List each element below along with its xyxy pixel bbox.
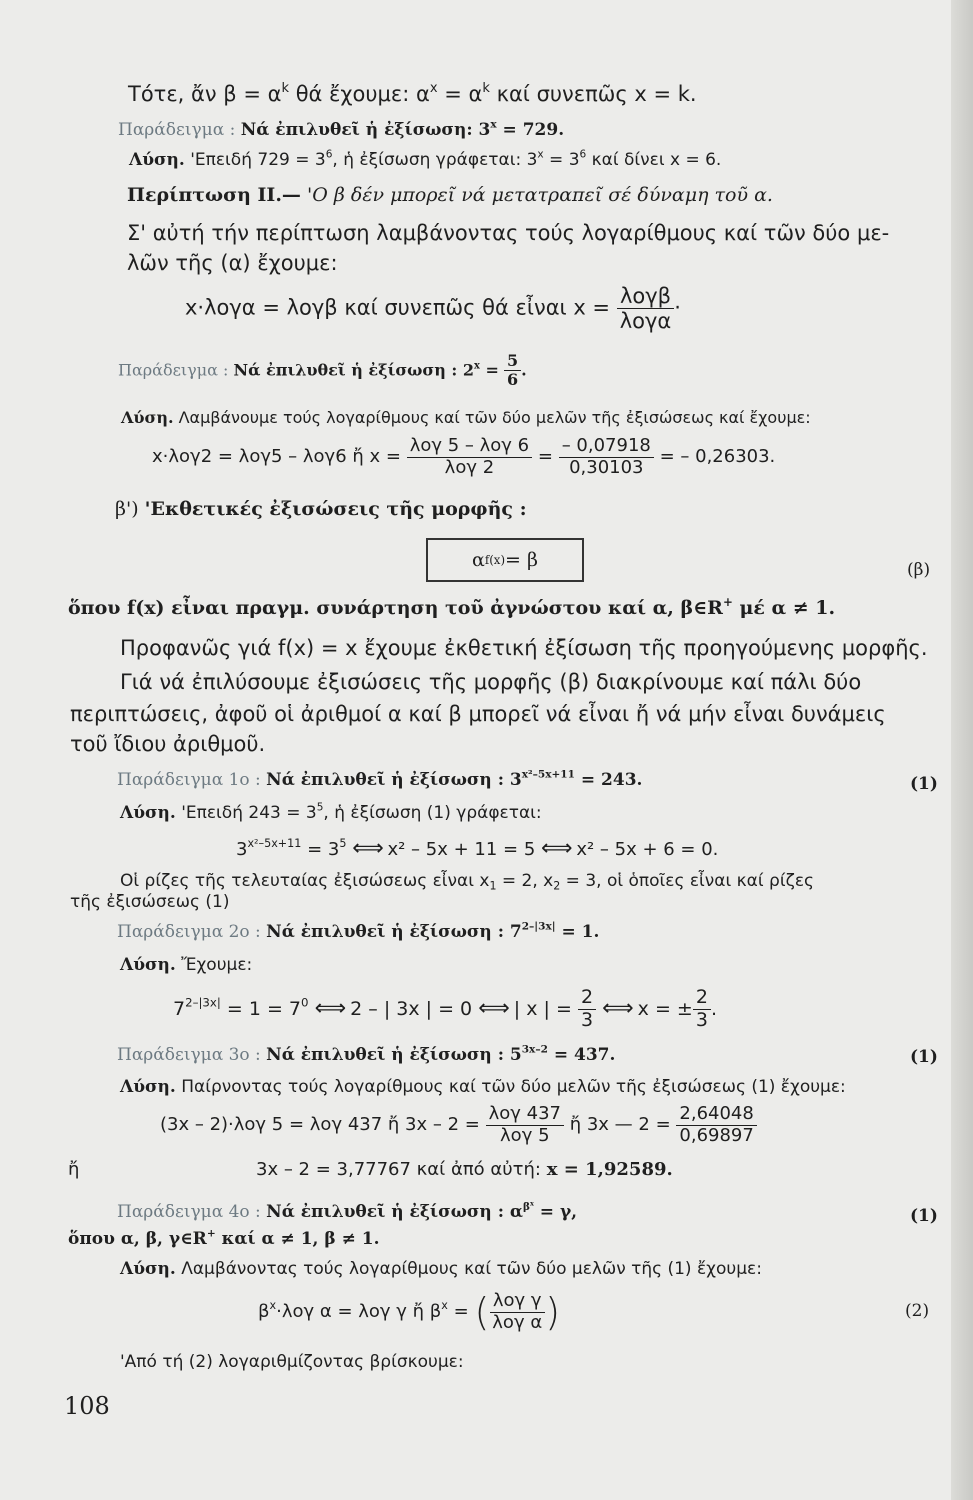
text: Νά ἐπιλυθεῖ ἡ ἐξίσωση : 5 (266, 1045, 522, 1065)
text: x·λογα = λογβ καί συνεπῶς θά εἶναι x = (185, 295, 611, 320)
paragraph-line (70, 732, 265, 756)
text: ἤ (68, 1159, 80, 1180)
equation (236, 836, 718, 861)
equivalence-arrow-icon: ⟺ (352, 836, 382, 861)
text: (3x – 2)·λογ 5 = λογ 437 ἤ 3x – 2 = (160, 1114, 480, 1136)
text: = (447, 1301, 469, 1322)
example-heading (117, 922, 599, 942)
definition-line (68, 1229, 380, 1249)
example-heading (117, 770, 642, 790)
result: x = 1,92589. (546, 1159, 673, 1180)
text: = β (505, 549, 538, 571)
text: = 3 (543, 150, 580, 170)
text: Νά ἐπιλυθεῖ ἡ ἐξίσωση : α (266, 1202, 523, 1222)
paragraph-line (120, 670, 861, 694)
text: · (674, 295, 681, 320)
paragraph-line (70, 702, 886, 726)
equation (256, 1159, 673, 1180)
sup: x²–5x+11 (521, 768, 575, 781)
sup: 5 (316, 801, 324, 814)
solution-line (120, 955, 252, 975)
text: 108 (64, 1392, 110, 1420)
sup: 6 (579, 148, 587, 161)
text: = 1 = 7 (220, 997, 302, 1020)
text: 'Επειδή 729 = 3 (190, 150, 326, 170)
numerator: λογ 437 (486, 1104, 564, 1126)
text: περιπτώσεις, ἀφοῦ οἱ ἀριθμοί α καί β μπορεῖ νά εἶναι ἤ νά μήν εἶναι δυνάμεις (70, 702, 886, 726)
text: x² – 5x + 11 = 5 (387, 839, 536, 860)
sup: x (537, 148, 544, 161)
case-heading (127, 184, 773, 206)
text: ὅπου α, β, γ∈R (68, 1229, 207, 1249)
example-label: Παράδειγμα : (118, 120, 236, 140)
denominator: λογ α (492, 1311, 543, 1333)
text: (β) (907, 560, 931, 580)
example-label: Παράδειγμα 1ο : (117, 770, 261, 790)
denominator: 0,69897 (679, 1124, 754, 1146)
paragraph-line (70, 892, 229, 912)
sub: 1 (489, 879, 497, 893)
text: α (472, 549, 485, 571)
section-heading (115, 498, 527, 520)
denominator: 6 (507, 370, 519, 390)
sup: k (281, 80, 290, 96)
example-heading (117, 1199, 578, 1222)
text: Λαμβάνοντας τούς λογαρίθμους καί τῶν δύο μελῶν τῆς (1) ἔχουμε: (181, 1259, 762, 1279)
example-heading (117, 1045, 615, 1065)
equation-tag (910, 1047, 938, 1067)
numerator: λογβ (617, 284, 674, 309)
solution-line (120, 1077, 846, 1097)
equation (185, 284, 681, 333)
text: (1) (910, 1206, 938, 1226)
case-label: Περίπτωση ΙΙ.— (127, 184, 301, 206)
sup: 6 (325, 148, 333, 161)
left-paren: ( (474, 1290, 490, 1334)
fraction (407, 436, 532, 478)
fraction (693, 987, 711, 1032)
text: , ἡ ἐξίσωση (1) γράφεται: (323, 803, 542, 823)
text: Νά ἐπιλυθεῖ ἡ ἐξίσωση : 3 (266, 770, 522, 790)
paragraph-line (120, 1352, 464, 1372)
solution-label: Λύση. (120, 803, 176, 823)
text: Λαμβάνουμε τούς λογαρίθμους καί τῶν δύο μελῶν τῆς ἐξισώσεως καί ἔχουμε: (178, 408, 811, 427)
text: (1) (910, 774, 938, 794)
sup: x (429, 80, 438, 96)
equation (152, 436, 775, 478)
text: = 2, x (496, 871, 554, 891)
equation (173, 987, 717, 1032)
text: Οἱ ρίζες τῆς τελευταίας ἐξισώσεως εἶναι x (120, 871, 490, 891)
text: Τότε, ἄν β = α (128, 82, 282, 106)
numerator: – 0,07918 (559, 436, 654, 458)
example-label: Παράδειγμα 3ο : (117, 1045, 261, 1065)
text: Προφανῶς γιά f(x) = x ἔχουμε ἐκθετική ἐξίσωση τῆς προηγούμενης μορφῆς. (120, 636, 928, 660)
denominator: 3 (695, 1008, 708, 1031)
solution-line (121, 408, 811, 427)
equivalence-arrow-icon: ⟺ (478, 995, 508, 1021)
equivalence-arrow-icon: ⟺ (602, 995, 632, 1021)
text: 2 – | 3x | = 0 (350, 997, 473, 1020)
text: Παίρνοντας τούς λογαρίθμους καί τῶν δύο μελῶν τῆς ἐξισώσεως (1) ἔχουμε: (181, 1077, 846, 1097)
sup: x²–5x+11 (247, 837, 302, 851)
text: καί συνεπῶς x = k. (489, 82, 697, 106)
text: λῶν τῆς (α) ἔχουμε: (127, 251, 338, 275)
text: 3x – 2 = 3,77767 καί ἀπό αὐτή: (256, 1159, 541, 1180)
text: Νά ἐπιλυθεῖ ἡ ἐξίσωση: 3 (240, 120, 491, 140)
text: Γιά νά ἐπιλύσουμε ἐξισώσεις τῆς μορφῆς (β) διακρίνουμε καί πάλι δύο (120, 670, 862, 694)
text: = 729. (496, 120, 565, 140)
text: = (537, 446, 553, 468)
equivalence-arrow-icon: ⟺ (314, 995, 345, 1021)
equivalence-arrow-icon: ⟺ (541, 836, 571, 861)
right-paren: ) (545, 1290, 561, 1334)
text: ὅπου f(x) εἶναι πραγμ. συνάρτηση τοῦ ἀγνώστου καί α, β∈R (68, 597, 723, 619)
text: = 243. (574, 770, 643, 790)
solution-label: Λύση. (120, 1259, 176, 1279)
text: x² – 5x + 6 = 0. (576, 839, 719, 860)
paragraph-line (120, 636, 928, 660)
sub: 2 (553, 879, 561, 893)
text: (1) (910, 1047, 938, 1067)
denominator: λογ 5 (500, 1124, 550, 1146)
solution-line (120, 1259, 762, 1279)
text: ἤ 3x — 2 = (569, 1114, 671, 1136)
fraction (504, 352, 521, 390)
text: καί δίνει x = 6. (586, 150, 722, 170)
text: x = ± (637, 997, 693, 1020)
sup: x (490, 118, 497, 131)
text: Σ' αὐτή τήν περίπτωση λαμβάνοντας τούς λογαρίθμους καί τῶν δύο με- (127, 221, 890, 245)
text: , ἡ ἐξίσωση γράφεται: 3 (332, 150, 538, 170)
text: . (710, 997, 717, 1020)
fraction (489, 1291, 545, 1333)
solution-line (129, 150, 721, 170)
sup: 5 (339, 837, 347, 851)
text: = 3, οἱ ὁποῖες εἶναι καί ρίζες (560, 871, 814, 891)
example-heading (118, 120, 564, 140)
text: μέ α ≠ 1. (732, 597, 836, 619)
solution-label: Λύση. (120, 955, 176, 975)
numerator: 5 (504, 352, 521, 371)
text: τῆς ἐξισώσεως (1) (70, 892, 230, 912)
text: τοῦ ἴδιου ἀριθμοῦ. (70, 732, 266, 756)
denominator: λογ 2 (444, 456, 495, 478)
equation-tag (907, 560, 930, 580)
fraction (676, 1104, 756, 1146)
fraction (578, 987, 596, 1032)
text: = 1. (555, 922, 600, 942)
denominator: 3 (580, 1008, 594, 1031)
section-label: β') (115, 498, 139, 520)
text: = 437. (547, 1045, 616, 1065)
numerator: λογ γ (490, 1291, 545, 1313)
case-text: 'Ο β δέν μπορεῖ νά μετατραπεῖ σέ δύναμη τοῦ α. (306, 184, 773, 206)
sup: k (482, 80, 490, 96)
sup: 0 (301, 995, 309, 1010)
equation (160, 1104, 757, 1146)
equation-tag (910, 1206, 938, 1226)
equation-tag (905, 1301, 929, 1321)
text: 7 (173, 997, 186, 1020)
intro-line (128, 82, 697, 106)
text: καί α ≠ 1, β ≠ 1. (215, 1229, 380, 1249)
text: Νά ἐπιλυθεῖ ἡ ἐξίσωση : 7 (266, 922, 522, 942)
fraction (617, 284, 675, 333)
text: = α (437, 82, 483, 106)
text: 'Από τή (2) λογαριθμίζοντας βρίσκουμε: (120, 1352, 464, 1372)
text: = γ, (533, 1202, 578, 1222)
sup: x (474, 360, 480, 372)
denominator: λογα (619, 309, 672, 334)
text: ·λογ α = λογ γ ἤ β (276, 1301, 442, 1322)
example-heading (118, 352, 527, 390)
page-edge (951, 0, 973, 1500)
sup: + (722, 594, 733, 609)
fraction (559, 436, 654, 478)
sup: x (529, 1199, 534, 1208)
paragraph-line (127, 251, 338, 275)
text: x·λογ2 = λογ5 – λογ6 ἤ x = (152, 446, 401, 468)
fraction (486, 1104, 564, 1146)
example-label: Παράδειγμα 2ο : (117, 922, 261, 942)
text: 'Επειδή 243 = 3 (181, 803, 317, 823)
solution-label: Λύση. (129, 150, 185, 170)
sup: x (269, 1299, 277, 1313)
definition-line (68, 594, 836, 619)
paragraph-line (127, 221, 889, 245)
sup: 3x–2 (521, 1043, 548, 1056)
equation (258, 1290, 560, 1334)
section-title: 'Εκθετικές ἐξισώσεις τῆς μορφῆς : (144, 498, 527, 520)
denominator: 0,30103 (569, 456, 644, 478)
text: = (479, 360, 499, 380)
numerator: λογ 5 – λογ 6 (407, 436, 532, 458)
sup: 2–|3x| (521, 920, 556, 933)
example-label: Παράδειγμα 4ο : (117, 1202, 261, 1222)
text: Ἔχουμε: (181, 955, 253, 975)
solution-label: Λύση. (120, 1077, 176, 1097)
text: . (521, 360, 527, 380)
sup: + (206, 1227, 216, 1240)
page-number (64, 1392, 110, 1420)
solution-line (120, 803, 542, 823)
solution-label: Λύση. (121, 408, 174, 427)
text: θά ἔχουμε: α (289, 82, 430, 106)
sup: x (441, 1299, 448, 1313)
text: 3 (236, 839, 248, 860)
paragraph-line (120, 871, 814, 891)
equation-tag (910, 774, 938, 794)
example-label: Παράδειγμα : (118, 360, 229, 380)
text: = – 0,26303. (659, 446, 776, 468)
sup: β (522, 1200, 530, 1213)
boxed-equation: α f(x) = β (426, 538, 584, 582)
numerator: 2 (693, 987, 711, 1010)
text: | x | = (513, 997, 572, 1020)
text: β (258, 1301, 270, 1322)
text: = 3 (301, 839, 340, 860)
numerator: 2 (578, 987, 596, 1010)
text: (2) (905, 1301, 930, 1321)
equation (68, 1159, 79, 1180)
text: Νά ἐπιλυθεῖ ἡ ἐξίσωση : 2 (233, 360, 475, 380)
numerator: 2,64048 (676, 1104, 756, 1126)
sup: 2–|3x| (185, 995, 221, 1010)
